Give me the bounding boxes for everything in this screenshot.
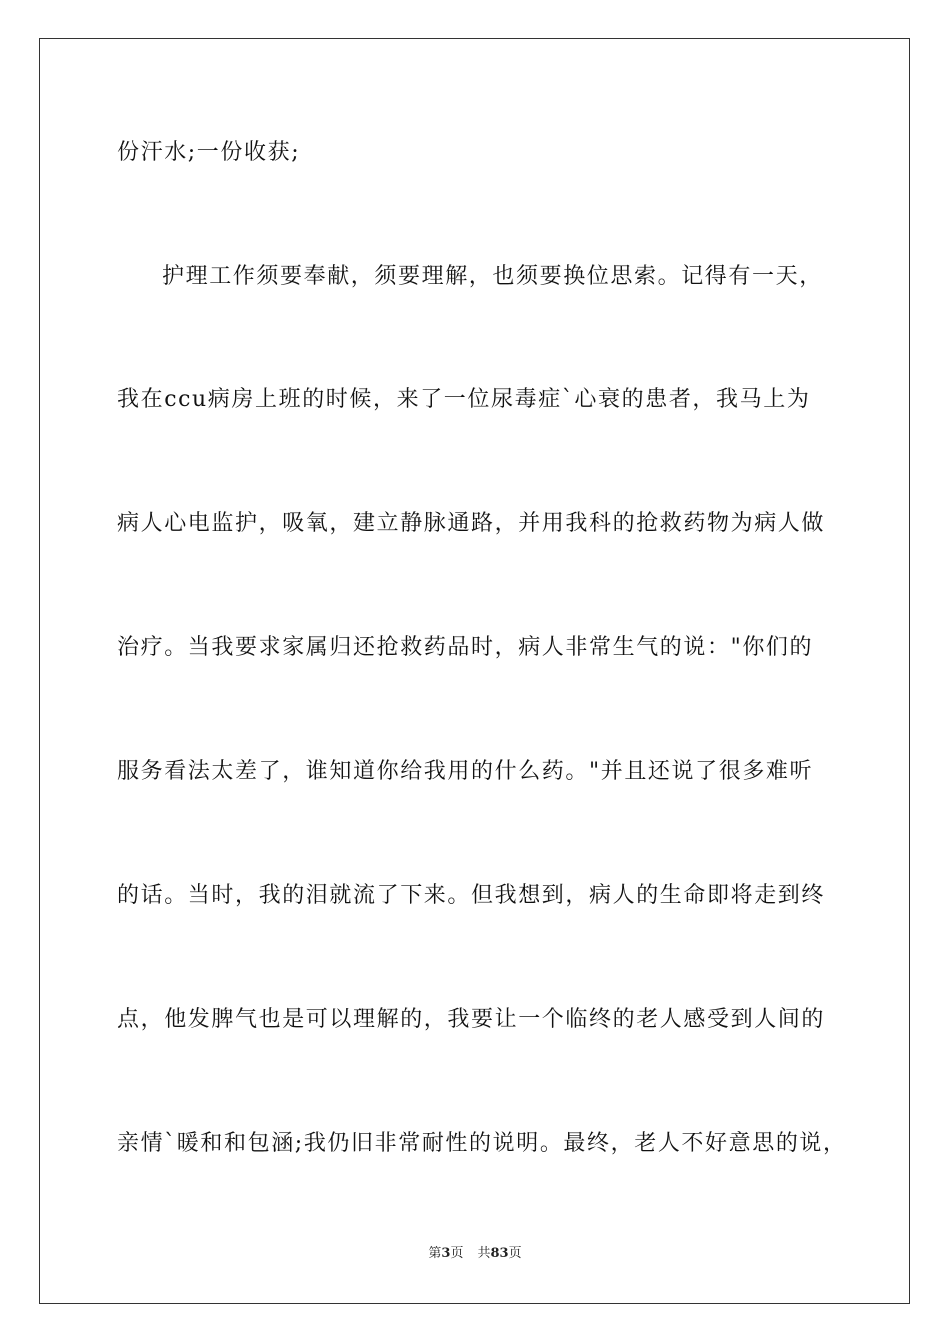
current-page-number: 3 <box>441 1246 451 1261</box>
text-line-9: 亲情`暖和和包涵;我仍旧非常耐性的说明。最终，老人不好意思的说， <box>117 1131 847 1156</box>
text-line-8: 点，他发脾气也是可以理解的，我要让一个临终的老人感受到人间的 <box>117 1007 826 1032</box>
total-pages-number: 83 <box>490 1246 509 1261</box>
page-footer <box>0 1245 950 1263</box>
page-suffix: 页 <box>450 1246 464 1261</box>
page-border <box>39 38 910 1304</box>
text-line-6: 服务看法太差了，谁知道你给我用的什么药。"并且还说了很多难听 <box>117 759 814 784</box>
page-prefix: 第 <box>428 1246 442 1261</box>
text-line-4: 病人心电监护，吸氧，建立静脉通路，并用我科的抢救药物为病人做 <box>117 511 826 536</box>
total-suffix: 页 <box>508 1246 522 1261</box>
text-line-5: 治疗。当我要求家属归还抢救药品时，病人非常生气的说："你们的 <box>117 635 814 660</box>
text-line-1: 份汗水;一份收获; <box>117 140 301 165</box>
total-prefix: 共 <box>477 1246 491 1261</box>
text-line-3: 我在ccu病房上班的时候，来了一位尿毒症`心衰的患者，我马上为 <box>117 387 811 412</box>
text-line-2: 护理工作须要奉献，须要理解，也须要换位思索。记得有一天， <box>162 264 823 289</box>
text-line-7: 的话。当时，我的泪就流了下来。但我想到，病人的生命即将走到终 <box>117 883 826 908</box>
